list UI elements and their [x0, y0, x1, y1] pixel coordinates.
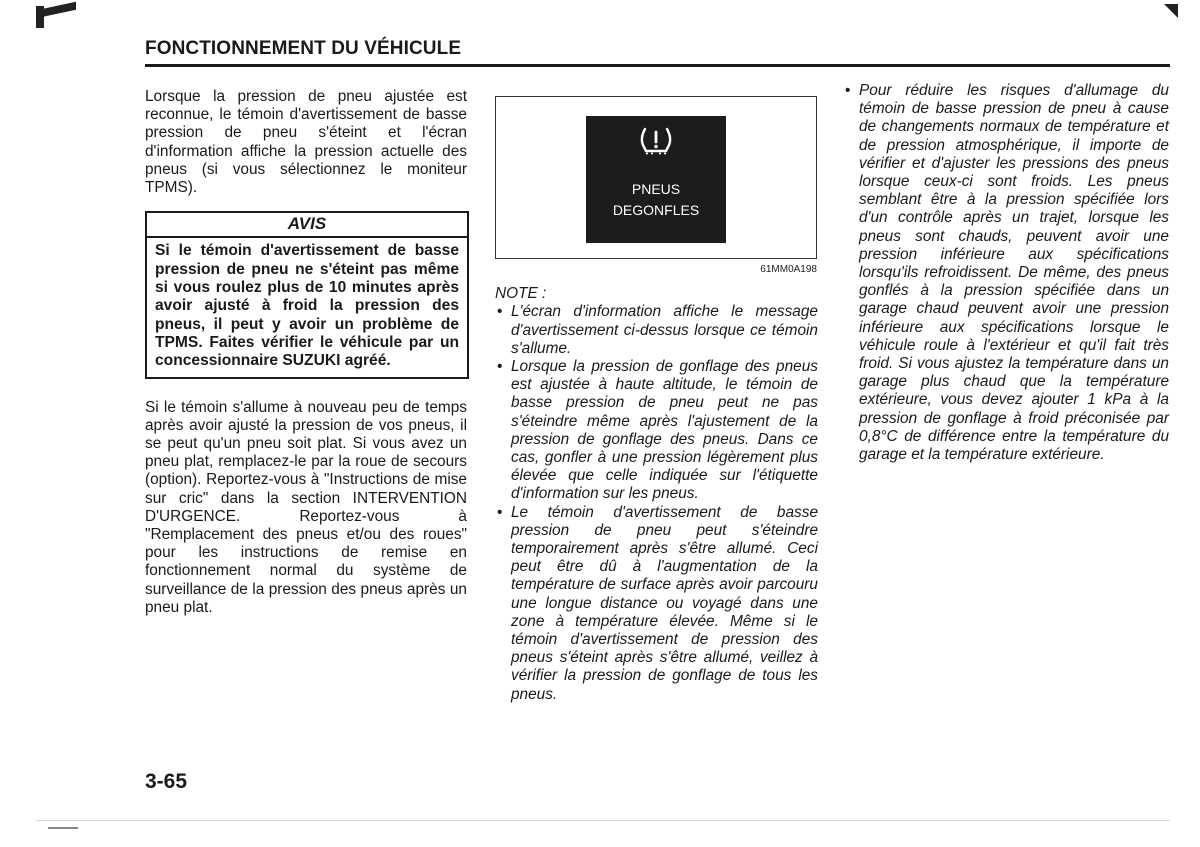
crop-mark-bottom-left	[48, 827, 78, 829]
avis-body: Si le témoin d'avertissement de basse pression de pneu ne s'éteint pas même si vous roulez plus de 10 minutes après avoir ajusté à froid la pression des pneus, il peut y avoir un problème de TPMS. Faites vérifier le véhicule par un concessionnaire SUZUKI agréé.	[155, 242, 459, 370]
warning-figure	[495, 96, 817, 259]
note-item: • Le témoin d'avertissement de basse pression de pneu peut s'éteindre temporairement après s'être allumé. Ceci peut être dû à l'augmentation de la température de surface après avoir parcouru une longue distance ou voyagé dans une zone à température élevée. Même si le témoin d'avertissement de pression des pneus s'éteint après s'être allumé, veillez à vérifier la pression de gonflage de tous les pneus.	[495, 504, 818, 704]
tpms-warning-icon	[638, 125, 674, 155]
section-header: FONCTIONNEMENT DU VÉHICULE	[145, 38, 462, 59]
note-item: • L'écran d'information affiche le message d'avertissement ci-dessus lorsque ce témoin s'allume.	[495, 303, 818, 358]
note-list-continued	[843, 82, 1169, 464]
figure-code: 61MM0A198	[760, 264, 817, 275]
flat-tire-paragraph: Si le témoin s'allume à nouveau peu de temps après avoir ajusté la pression de vos pneus, il se peut qu'un pneu soit plat. Si vous avez un pneu plat, remplacez-le par la roue de secours (option). Reportez-vous à "Instructions de mise sur cric" dans la section INTERVENTION D'URGENCE. Reportez-vous à "Remplacement des pneus et/ou des roues" pour les instructions de remise en fonctionnement normal du système de surveillance de la pression des pneus après un pneu plat.	[145, 398, 467, 616]
column-left	[145, 88, 467, 617]
page-number: 3-65	[145, 770, 188, 793]
bottom-rule	[36, 820, 1170, 821]
note-list	[495, 303, 818, 703]
crop-mark-top-left-vertical	[36, 6, 44, 28]
display-text-line1: PNEUS	[631, 181, 681, 197]
header-rule	[145, 64, 1170, 67]
avis-box	[145, 211, 469, 378]
note-item: • Lorsque la pression de gonflage des pneus est ajustée à haute altitude, le témoin de basse pression de pneu peut ne pas s'éteindre même après l'ajustement de la pression de gonflage des pneus. Dans ce cas, gonfler à une pression légèrement plus élevée que celle indiquée sur l'étiquette d'information sur les pneus.	[495, 358, 818, 504]
intro-paragraph: Lorsque la pression de pneu ajustée est reconnue, le témoin d'avertissement de basse pression de pneu s'éteint et l'écran d'information affiche la pression actuelle des pneus (si vous sélectionnez le moniteur TPMS).	[145, 88, 467, 197]
information-display	[586, 116, 726, 243]
note-item: • Pour réduire les risques d'allumage du témoin de basse pression de pneu à cause de changements normaux de température et de pression atmosphérique, il importe de vérifier et d'ajuster les pressions des pneus lorsque ceux-ci sont froids. Les pneus semblant être à la pression spécifiée lors d'un contrôle après un trajet, lorsque les pneus sont chauds, peuvent avoir une pression inférieure aux spécifications lorsqu'ils refroidissent. De même, des pneus gonflés à la pression spécifiée dans un garage chaud peuvent avoir une pression inférieure aux spécifications lorsque le véhicule roule à l'extérieur et qu'il fait très froid. Si vous ajustez la température dans un garage plus chaud que la température extérieure, vous devez ajouter 1 kPa à la pression de gonflage à froid préconisée par 0,8°C de différence entre la température du garage et la température extérieure.	[843, 82, 1169, 464]
note-label: NOTE :	[495, 285, 547, 303]
display-text-line2: DEGONFLES	[612, 202, 700, 218]
avis-title: AVIS	[147, 213, 467, 238]
crop-mark-top-right	[1164, 4, 1178, 18]
column-right	[843, 82, 1169, 464]
column-middle	[495, 96, 818, 704]
